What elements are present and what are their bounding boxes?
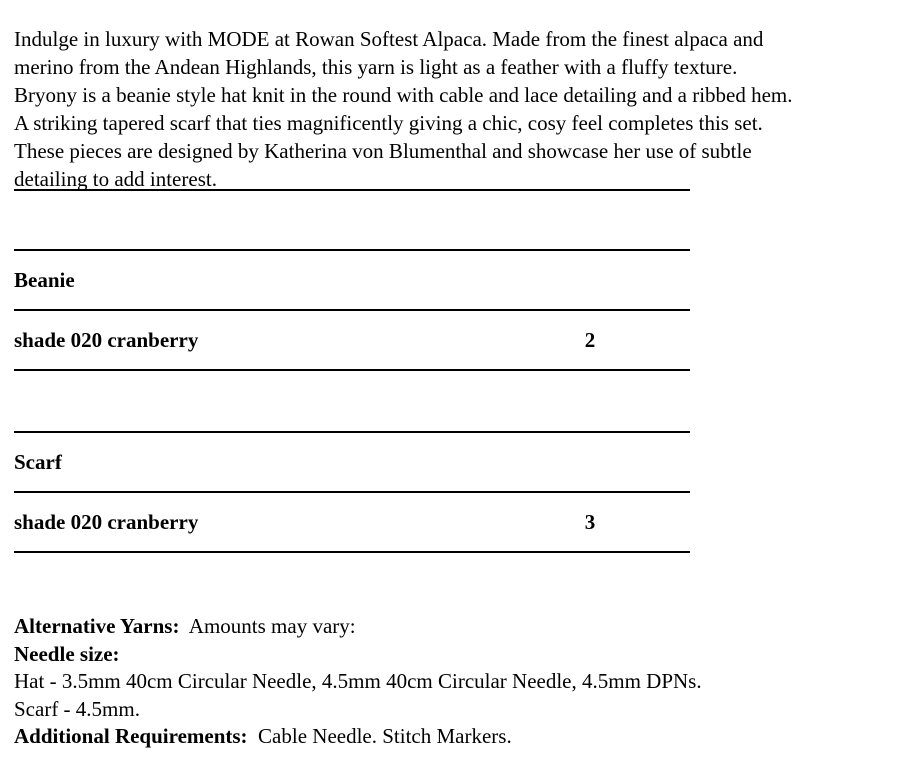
scarf-quantity-cell: 3 (584, 510, 596, 534)
alternative-yarns-label: Alternative Yarns: (14, 614, 180, 638)
alternative-yarns-line (14, 613, 914, 641)
additional-requirements-value: Cable Needle. Stitch Markers. (258, 724, 512, 748)
scarf-shade-cell: shade 020 cranberry (14, 510, 199, 534)
pattern-notes (14, 613, 914, 751)
table-divider (14, 369, 690, 371)
beanie-quantity-cell: 2 (584, 328, 596, 352)
table-divider (14, 309, 690, 311)
beanie-shade-cell: shade 020 cranberry (14, 328, 199, 352)
needle-size-label: Needle size: (14, 641, 120, 666)
table-divider (14, 491, 690, 493)
table-divider (14, 249, 690, 251)
description-paragraph (14, 25, 914, 193)
table-divider (14, 189, 690, 191)
additional-requirements-line (14, 723, 914, 751)
description-line: These pieces are designed by Katherina von Blumenthal and showcase her use of subtle (14, 139, 752, 163)
needle-scarf-line: Scarf - 4.5mm. (14, 696, 140, 721)
alternative-yarns-value: Amounts may vary: (188, 614, 356, 638)
description-line: Bryony is a beanie style hat knit in the round with cable and lace detailing and a ribbed hem. (14, 83, 793, 107)
description-line: A striking tapered scarf that ties magnificently giving a chic, cosy feel completes this set. (14, 111, 763, 135)
additional-requirements-label: Additional Requirements: (14, 724, 248, 748)
needle-size-line (14, 641, 914, 669)
description-line: Indulge in luxury with MODE at Rowan Softest Alpaca. Made from the finest alpaca and (14, 27, 764, 51)
scarf-heading: Scarf (14, 450, 62, 474)
needle-hat-line: Hat - 3.5mm 40cm Circular Needle, 4.5mm 40cm Circular Needle, 4.5mm DPNs. (14, 669, 702, 693)
description-line: detailing to add interest. (14, 167, 217, 191)
description-line: merino from the Andean Highlands, this yarn is light as a feather with a fluffy texture. (14, 55, 738, 79)
beanie-heading: Beanie (14, 268, 75, 292)
table-divider (14, 431, 690, 433)
table-divider (14, 551, 690, 553)
